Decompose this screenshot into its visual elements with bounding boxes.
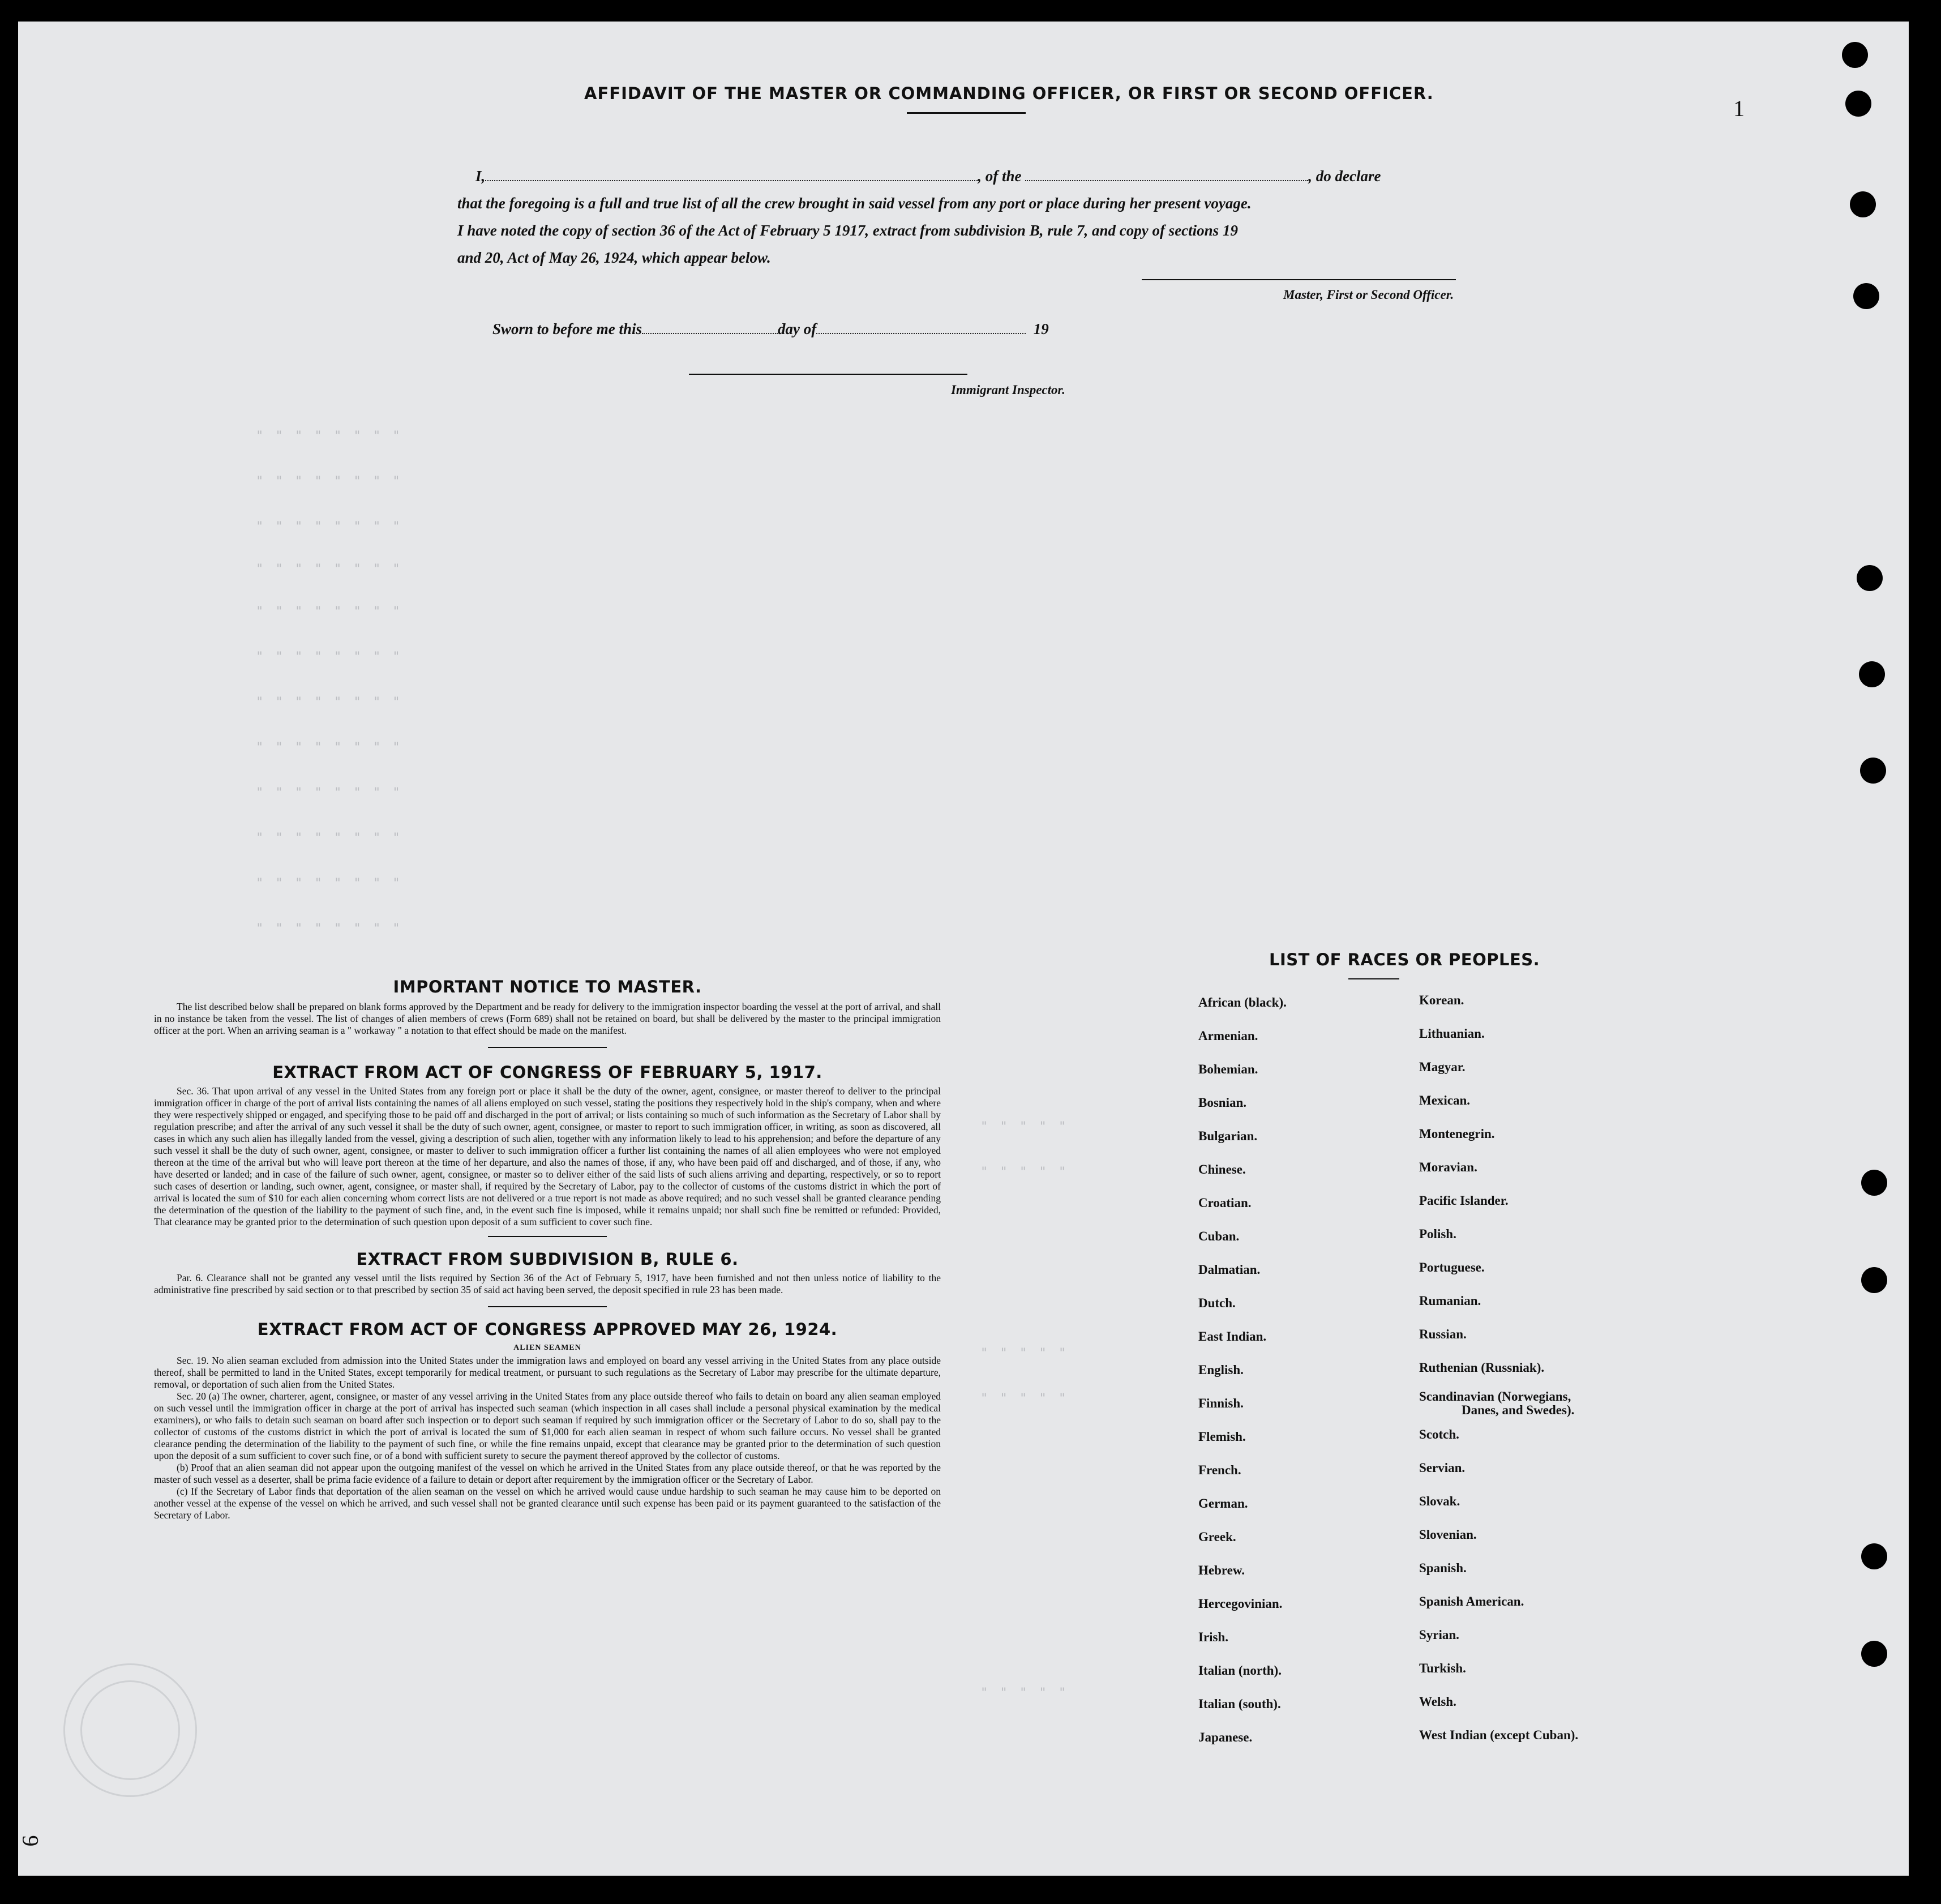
name-blank[interactable] <box>485 180 978 181</box>
race-item: Russian. <box>1419 1327 1467 1341</box>
race-item: Spanish American. <box>1419 1594 1524 1608</box>
sec-20b-text: (b) Proof that an alien seaman did not appear upon the outgoing manifest of the vessel on which he arrived in the United States from any place outside thereof, or that he was reported by the master of such vessel as a deserter, shall be prima facie evidence of a failure to detain or deport after requirement by the immigration officer or the Secretary of Labor. <box>154 1462 941 1485</box>
race-item: West Indian (except Cuban). <box>1419 1728 1579 1742</box>
race-item: German. <box>1198 1496 1248 1511</box>
race-item: Scandinavian (Norwegians, <box>1419 1389 1571 1404</box>
race-item: Rumanian. <box>1419 1294 1481 1308</box>
binder-hole <box>1861 1170 1887 1196</box>
race-item: Pacific Islander. <box>1419 1193 1509 1208</box>
divider <box>1348 978 1399 979</box>
race-item: Welsh. <box>1419 1695 1456 1709</box>
sworn-day-blank[interactable] <box>642 333 778 334</box>
declaration-line-1 <box>475 168 1381 185</box>
do-declare-label: , do declare <box>1308 168 1381 185</box>
race-item: East Indian. <box>1198 1329 1267 1344</box>
sec-20a-text: Sec. 20 (a) The owner, charterer, agent, consignee, or master of any vessel arriving in the United States from any place outside thereof who fails to detain on board any alien seaman employed on such vessel until the immigration officer in charge at the port of arrival has inspected such seaman (which inspection in all cases shall include a personal physical examination by the medical examiners), or who fails to detain such seaman on board after such inspection or to deport such seaman if required by such immigration officer or the Secretary of Labor to do so, shall pay to the collector of customs of the customs district in which the port of arrival is located the sum of $1,000 for each alien seaman in respect of whom such failure occurs. No vessel shall be granted clearance pending the determination of the liability to the payment of such fine, or while the fine remains unpaid, except that clearance may be granted prior to the determination of such question upon the deposit of a sum sufficient to cover such fine, or of a bond with sufficient surety to secure the payment thereof approved by the collector of customs. <box>154 1390 941 1461</box>
race-item: Japanese. <box>1198 1730 1253 1744</box>
race-item: Montenegrin. <box>1419 1127 1495 1141</box>
binder-hole <box>1861 1267 1887 1293</box>
binder-hole <box>1853 283 1879 309</box>
master-caption: Master, First or Second Officer. <box>1283 288 1454 302</box>
binder-hole <box>1861 1641 1887 1667</box>
sec-20c-text: (c) If the Secretary of Labor finds that deportation of the alien seaman on the vessel on which he arrived would cause undue hardship to such seaman he may cause him to be deported on another vessel at the expense of the vessel on which he arrived, and such vessel shall not be granted clearance until such expense has been paid or its payment guaranteed to the satisfaction of the Secretary of Labor. <box>154 1486 941 1521</box>
divider <box>488 1047 607 1048</box>
race-item: Korean. <box>1419 993 1464 1007</box>
race-item: African (black). <box>1198 995 1287 1009</box>
race-item: Finnish. <box>1198 1396 1244 1410</box>
race-item: French. <box>1198 1463 1241 1477</box>
race-item: Bohemian. <box>1198 1062 1258 1076</box>
races-title: LIST OF RACES OR PEOPLES. <box>1269 950 1540 969</box>
sworn-label: Sworn to before me this <box>492 320 642 337</box>
race-item: Syrian. <box>1419 1628 1459 1642</box>
binder-hole <box>1845 91 1871 117</box>
inspector-caption: Immigrant Inspector. <box>951 383 1065 397</box>
race-item: Slovenian. <box>1419 1528 1477 1542</box>
binder-hole <box>1861 1543 1887 1569</box>
corner-mark: 9 <box>18 1835 44 1847</box>
race-item: Lithuanian. <box>1419 1026 1485 1041</box>
race-item: Magyar. <box>1419 1060 1466 1074</box>
extract-1917-text: Sec. 36. That upon arrival of any vessel in the United States from any foreign port or place it shall be the duty of the owner, agent, consignee, or master thereof to deliver to the principal immigration officer in charge of the port of arrival lists containing the names of all aliens employed on such vessel, stating the positions they respectively hold in the ship's company, when and where they were respectively shipped or engaged, and specifying those to be paid off and discharged in the port of arrival; or lists containing so much of such information as the Secretary of Labor shall by regulation prescribe; and after the arrival of any such vessel it shall be the duty of such owner, agent, consignee, or master to report to such immigration officer, in writing, as soon as discovered, all cases in which any such alien has illegally landed from the vessel, giving a description of such alien, together with any information likely to lead to his apprehension; and before the departure of any such vessel it shall be the duty of such owner, agent, consignee, or master to deliver to such immigration officer a further list containing the names of all alien employees who were not employed thereon at the time of the arrival but who will leave port thereon at the time of her departure, and also the names of those, if any, who have been paid off and discharged, and of those, if any, who have deserted or landed; and in case of the failure of such owner, agent, consignee, or master so to deliver either of the said lists of such aliens arriving and departing, respectively, or so to report such cases of desertion or landing, such owner, agent, consignee, or master shall, if required by the Secretary of Labor, pay to the collector of customs of the customs district in which the port of arrival is located the sum of $10 for each alien concerning whom correct lists are not delivered or a true report is not made as above required; and no such vessel shall be granted clearance pending the determination of the question of the liability to the payment of such fine, and, in the event such fine is imposed, while it remains unpaid; nor shall such fine be remitted or refunded: Provided, That clearance may be granted prior to the determination of such question upon deposit of a sum sufficient to cover such fine. <box>154 1085 941 1227</box>
extract-1917-title: EXTRACT FROM ACT OF CONGRESS OF FEBRUARY 5, 1917. <box>272 1063 822 1082</box>
notices-column <box>154 977 941 1521</box>
race-item: Bulgarian. <box>1198 1129 1258 1143</box>
race-item: Italian (north). <box>1198 1663 1282 1678</box>
subdivision-b-text: Par. 6. Clearance shall not be granted any vessel until the lists required by Section 36 of the Act of February 5, 1917, have been furnished and not then unless notice of liability to the administrative fine prescribed by said section or to that prescribed by section 35 of said act having been served, the deposit specified in rule 23 has been made. <box>154 1272 941 1295</box>
race-item: Mexican. <box>1419 1093 1471 1107</box>
race-item: Irish. <box>1198 1630 1229 1644</box>
subdivision-b-title: EXTRACT FROM SUBDIVISION B, RULE 6. <box>356 1250 739 1269</box>
race-item: Spanish. <box>1419 1561 1467 1575</box>
alien-seamen-subtitle: ALIEN SEAMEN <box>513 1344 581 1352</box>
affidavit-heading: AFFIDAVIT OF THE MASTER OR COMMANDING OFFICER, OR FIRST OR SECOND OFFICER. <box>584 84 1434 103</box>
sworn-month-blank[interactable] <box>816 333 1026 334</box>
race-item: Croatian. <box>1198 1196 1252 1210</box>
binder-hole <box>1850 191 1876 217</box>
race-item: Polish. <box>1419 1227 1456 1241</box>
master-signature-line[interactable] <box>1142 279 1456 280</box>
day-of-label: day of <box>778 320 817 337</box>
embossed-seal-inner <box>80 1680 180 1780</box>
race-item: Slovak. <box>1419 1494 1460 1508</box>
divider <box>488 1236 607 1237</box>
inspector-signature-line[interactable] <box>689 374 967 375</box>
binder-hole <box>1857 565 1883 591</box>
race-item: Armenian. <box>1198 1029 1258 1043</box>
binder-hole <box>1859 661 1885 687</box>
race-item: Chinese. <box>1198 1162 1246 1176</box>
document-page: " " " " " " " " " " " " " " " " " " " " " " " " " " " " " " " " " " " " " " " " " " " " " " " " " " " " " " " " " " " " " " " " " " " " " " " " " " " " " " " " " " " " " " " " " " " " " " " " " " " " " " " " " " " " " " " " " " " " " " " " " 1 9 AFFIDAVIT OF THE MASTER OR COMMANDING OFFICER, OR FIRST OR SECOND OFFICER. I, , of the , do declare that the foregoing is a full and true list of all the crew brought in said vessel from any port or place during her present voyage. I have noted the copy of section 36 of the Act of February 5 1917, extract from subdivision B, rule 7, and copy of sections 19 and 20, Act of May 26, 1924, which appear below. Master, First or Second Officer. Sworn to before me this day of 19 Immigrant Inspector. IMPORTANT NOTICE TO MASTER. The list described below shall be prepared on blank forms approved by the Department and be ready for delivery to the immigration inspector boarding the vessel at the port of arrival, and shall in no instance be taken from the vessel. The list of changes of alien members of crews (Form 689) shall not be retained on board, but shall be delivered by the master to the principal immigration officer at the port. When an arriving seaman is a " workaway " a notation to that effect should be made on the manifest. EXTRACT FROM ACT OF CONGRESS OF FEBRUARY 5, 1917. Sec. 36. That upon arrival of any vessel in the United States from any foreign port or place it shall be the duty of the owner, agent, consignee, or master thereof to deliver to the principal immigration officer in charge of the port of arrival lists containing the names of all aliens employed on such vessel, stating the positions they respectively hold in the ship's company, when and where they were respectively shipped or engaged, and specifying those to be paid off and discharged in the port of arrival; or lists containing so much of such information as the Secretary of Labor shall by regulation prescribe; and after the arrival of any such vessel it shall be the duty of such owner, agent, consignee, or master to report to such immigration officer, in writing, as soon as discovered, all cases in which any such alien has illegally landed from the vessel, giving a description of such alien, together with any information likely to lead to his apprehension; and before the departure of any such vessel it shall be the duty of such owner, agent, consignee, or master to deliver to such immigration officer a further list containing the names of all alien employees who were not employed thereon at the time of the arrival but who will leave port thereon at the time of her departure, and also the names of those, if any, who have been paid off and discharged, and of those, if any, who have deserted or landed; and in case of the failure of such owner, agent, consignee, or master so to deliver either of the said lists of such aliens arriving and departing, respectively, or so to report such cases of desertion or landing, such owner, agent, consignee, or master shall, if required by the Secretary of Labor, pay to the collector of customs of the customs district in which the port of arrival is located the sum of $10 for each alien concerning whom correct lists are not delivered or a true report is not made as above required; and no such vessel shall be granted clearance pending the determination of the question of the liability to the payment of such fine, and, in the event such fine is imposed, while it remains unpaid; nor shall such fine be remitted or refunded: Provided, That clearance may be granted prior to the determination of such question upon deposit of a sum sufficient to cover such fine. EXTRACT FROM SUBDIVISION B, RULE 6. Par. 6. Clearance shall not be granted any vessel until the lists required by Section 36 of the Act of February 5, 1917, have been furnished and not then unless notice of liability to the administrative fine prescribed by said section or to that prescribed by section 35 of said act having been served, the deposit specified in rule 23 has been made. EXTRACT FROM ACT OF CONGRESS APPROVED MAY 26, 1924. ALIEN SEAMEN Sec. 19. No alien seaman excluded from admission into the United States under the immigration laws and employed on board any vessel arriving in the United States from any place outside thereof, shall be permitted to land in the United States, except temporarily for medical treatment, or pursuant to such regulations as the Secretary of Labor may prescribe for the ultimate departure, removal, or deportation of such alien from the United States. Sec. 20 (a) The owner, charterer, agent, consignee, or master of any vessel arriving in the United States from any place outside thereof who fails to detain on board any alien seaman employed on such vessel until the immigration officer in charge at the port of arrival has inspected such seaman (which inspection in all cases shall include a personal physical examination by the medical examiners), or who fails to detain such seaman on board after such inspection or to deport such seaman if required by such immigration officer or the Secretary of Labor to do so, shall pay to the collector of customs of the customs district in which the port of arrival is located the sum of $1,000 for each alien seaman in respect of whom such failure occurs. No vessel shall be granted clearance pending the determination of the liability to the payment of such fine, or while the fine remains unpaid, except that clearance may be granted prior to the determination of such question upon the deposit of a sum sufficient to cover such fine, or of a bond with sufficient surety to secure the payment thereof approved by the collector of customs. (b) Proof that an alien seaman did not appear upon the outgoing manifest of the vessel on which he arrived in the United States from any place outside thereof, or that he was reported by the master of such vessel as a deserter, shall be prima facie evidence of a failure to detain or deport after requirement by the immigration officer or the Secretary of Labor. (c) If the Secretary of Labor finds that deportation of the alien seaman on the vessel on which he arrived would cause undue hardship to such seaman he may cause him to be deported on another vessel at the expense of the vessel on which he arrived, and such vessel shall not be granted clearance until such expense has been paid or its payment guaranteed to the satisfaction of the Secretary of Labor. LIST OF RACES OR PEOPLES. African (black). Armenian. Bohemian. Bosnian. Bulgarian. Chinese. Croatian. Cuban. Dalmatian. Dutch. East Indian. English. Finnish. Flemish. French. German. Greek. Hebrew. Hercegovinian. Irish. Italian (north). Italian (south). Japanese. Korean. Lithuanian. Magyar. Mexican. Montenegrin. Moravian. Pacific Islander. Polish. Portuguese. Rumanian. Russian. Ruthenian (Russniak). Scandinavian (Norwegians, Danes, and Swedes). Scotch. Servian. Slovak. Slovenian. Spanish. Spanish American. Syrian. Turkish. Welsh. West Indian (except Cuban). <box>18 22 1909 1876</box>
of-the-label: , of the <box>978 168 1022 185</box>
race-item: Hercegovinian. <box>1198 1597 1283 1611</box>
race-item: Scotch. <box>1419 1427 1459 1441</box>
page-number-mark: 1 <box>1733 96 1745 121</box>
declaration-line-2: that the foregoing is a full and true list of all the crew brought in said vessel from any port or place during her present voyage. <box>457 195 1252 212</box>
race-item: Servian. <box>1419 1461 1466 1475</box>
notice-text: The list described below shall be prepared on blank forms approved by the Department and be ready for delivery to the immigration inspector boarding the vessel at the port of arrival, and shall in no instance be taken from the vessel. The list of changes of alien members of crews (Form 689) shall not be retained on board, but shall be delivered by the master to the principal immigration officer at the port. When an arriving seaman is a " workaway " a notation to that effect should be made on the manifest. <box>154 1001 941 1036</box>
race-item: Dutch. <box>1198 1296 1236 1310</box>
vessel-blank[interactable] <box>1025 180 1308 181</box>
binder-hole <box>1860 758 1886 784</box>
race-item: Portuguese. <box>1419 1260 1485 1274</box>
declaration-line-4: and 20, Act of May 26, 1924, which appear below. <box>457 249 771 266</box>
sworn-line <box>492 320 1049 338</box>
race-item: Hebrew. <box>1198 1563 1245 1577</box>
race-item: Turkish. <box>1419 1661 1466 1675</box>
race-item-continuation: Danes, and Swedes). <box>1462 1403 1575 1417</box>
divider <box>907 112 1026 114</box>
race-item: Bosnian. <box>1198 1096 1247 1110</box>
divider <box>488 1306 607 1307</box>
race-item: Dalmatian. <box>1198 1263 1261 1277</box>
extract-1924-title: EXTRACT FROM ACT OF CONGRESS APPROVED MAY 26, 1924. <box>257 1320 838 1339</box>
declaration-line-3: I have noted the copy of section 36 of the Act of February 5 1917, extract from subdivision B, rule 7, and copy of sections 19 <box>457 222 1238 239</box>
race-item: Moravian. <box>1419 1160 1477 1174</box>
race-item: Flemish. <box>1198 1430 1246 1444</box>
year-prefix: 19 <box>1033 320 1049 337</box>
i-label: I, <box>475 168 486 185</box>
race-item: Ruthenian (Russniak). <box>1419 1360 1545 1375</box>
race-item: Italian (south). <box>1198 1697 1281 1711</box>
binder-hole <box>1842 42 1868 68</box>
race-item: English. <box>1198 1363 1244 1377</box>
notice-title: IMPORTANT NOTICE TO MASTER. <box>393 977 702 996</box>
race-item: Cuban. <box>1198 1229 1240 1243</box>
sec-19-text: Sec. 19. No alien seaman excluded from admission into the United States under the immigration laws and employed on board any vessel arriving in the United States from any place outside thereof, shall be permitted to land in the United States, except temporarily for medical treatment, or pursuant to such regulations as the Secretary of Labor may prescribe for the ultimate departure, removal, or deportation of such alien from the United States. <box>154 1355 941 1390</box>
race-item: Greek. <box>1198 1530 1236 1544</box>
